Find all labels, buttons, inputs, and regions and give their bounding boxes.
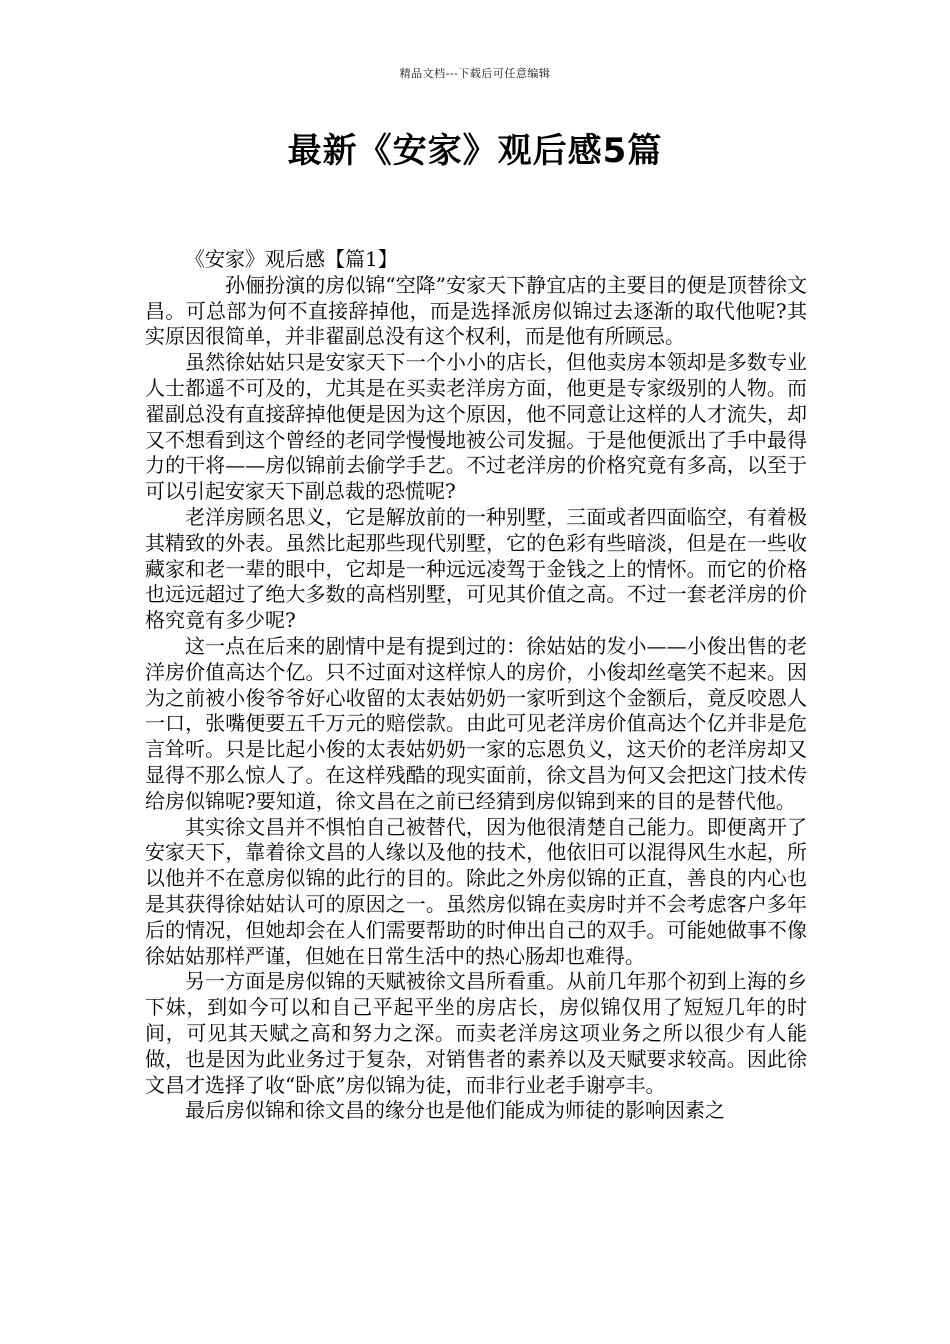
document-body xyxy=(145,247,807,1124)
paragraph-4: 这一点在后来的剧情中是有提到过的：徐姑姑的发小——小俊出售的老洋房价值高达个亿。只不过面对这样惊人的房价，小俊却丝毫笑不起来。因为之前被小俊爷爷好心收留的太表姑奶奶一家听到这个金额后，竟反咬恩人一口，张嘴便要五千万元的赔偿款。由此可见老洋房价值高达个亿并非是危言耸听。只是比起小俊的太表姑奶奶一家的忘恩负义，这天价的老洋房却又显得不那么惊人了。在这样残酷的现实面前，徐文昌为何又会把这门技术传给房似锦呢?要知道，徐文昌在之前已经猜到房似锦到来的目的是替代他。 xyxy=(145,633,807,813)
paragraph-3: 老洋房顾名思义，它是解放前的一种别墅，三面或者四面临空，有着极其精致的外表。虽然比起那些现代别墅，它的色彩有些暗淡，但是在一些收藏家和老一辈的眼中，它却是一种远远凌驾于金钱之上的情怀。而它的价格也远远超过了绝大多数的高档别墅，可见其价值之高。不过一套老洋房的价格究竟有多少呢? xyxy=(145,504,807,633)
paragraph-2: 虽然徐姑姑只是安家天下一个小小的店长，但他卖房本领却是多数专业人士都遥不可及的，尤其是在买卖老洋房方面，他更是专家级别的人物。而翟副总没有直接辞掉他便是因为这个原因，他不同意让这样的人才流失，却又不想看到这个曾经的老同学慢慢地被公司发掘。于是他便派出了手中最得力的干将——房似锦前去偷学手艺。不过老洋房的价格究竟有多高，以至于可以引起安家天下副总裁的恐慌呢? xyxy=(145,350,807,504)
paragraph-7: 最后房似锦和徐文昌的缘分也是他们能成为师徒的影响因素之 xyxy=(185,1098,725,1123)
paragraph-1: 孙俪扮演的房似锦“空降”安家天下静宜店的主要目的便是顶替徐文昌。可总部为何不直接辞掉他，而是选择派房似锦过去逐渐的取代他呢?其实原因很简单，并非翟副总没有这个权利，而是他有所顾忌。 xyxy=(145,272,807,349)
section-heading: 《安家》观后感【篇1】 xyxy=(185,247,398,271)
header-note: 精品文档---下载后可任意编辑 xyxy=(399,67,551,80)
paragraph-6: 另一方面是房似锦的天赋被徐文昌所看重。从前几年那个初到上海的乡下妹，到如今可以和自己平起平坐的房店长，房似锦仅用了短短几年的时间，可见其天赋之高和努力之深。而卖老洋房这项业务之所以很少有人能做，也是因为此业务过于复杂，对销售者的素养以及天赋要求较高。因此徐文昌才选择了收“卧底”房似锦为徒，而非行业老手谢亭丰。 xyxy=(145,969,807,1097)
document-title: 最新《安家》观后感5篇 xyxy=(287,131,663,171)
paragraph-5: 其实徐文昌并不惧怕自己被替代，因为他很清楚自己能力。即便离开了安家天下，靠着徐文昌的人缘以及他的技术，他依旧可以混得风生水起，所以他并不在意房似锦的此行的目的。除此之外房似锦的正直，善良的内心也是其获得徐姑姑认可的原因之一。虽然房似锦在卖房时并不会考虑客户多年后的情况，但她却会在人们需要帮助的时伸出自己的双手。可能她做事不像徐姑姑那样严谨，但她在日常生活中的热心肠却也难得。 xyxy=(145,814,807,968)
